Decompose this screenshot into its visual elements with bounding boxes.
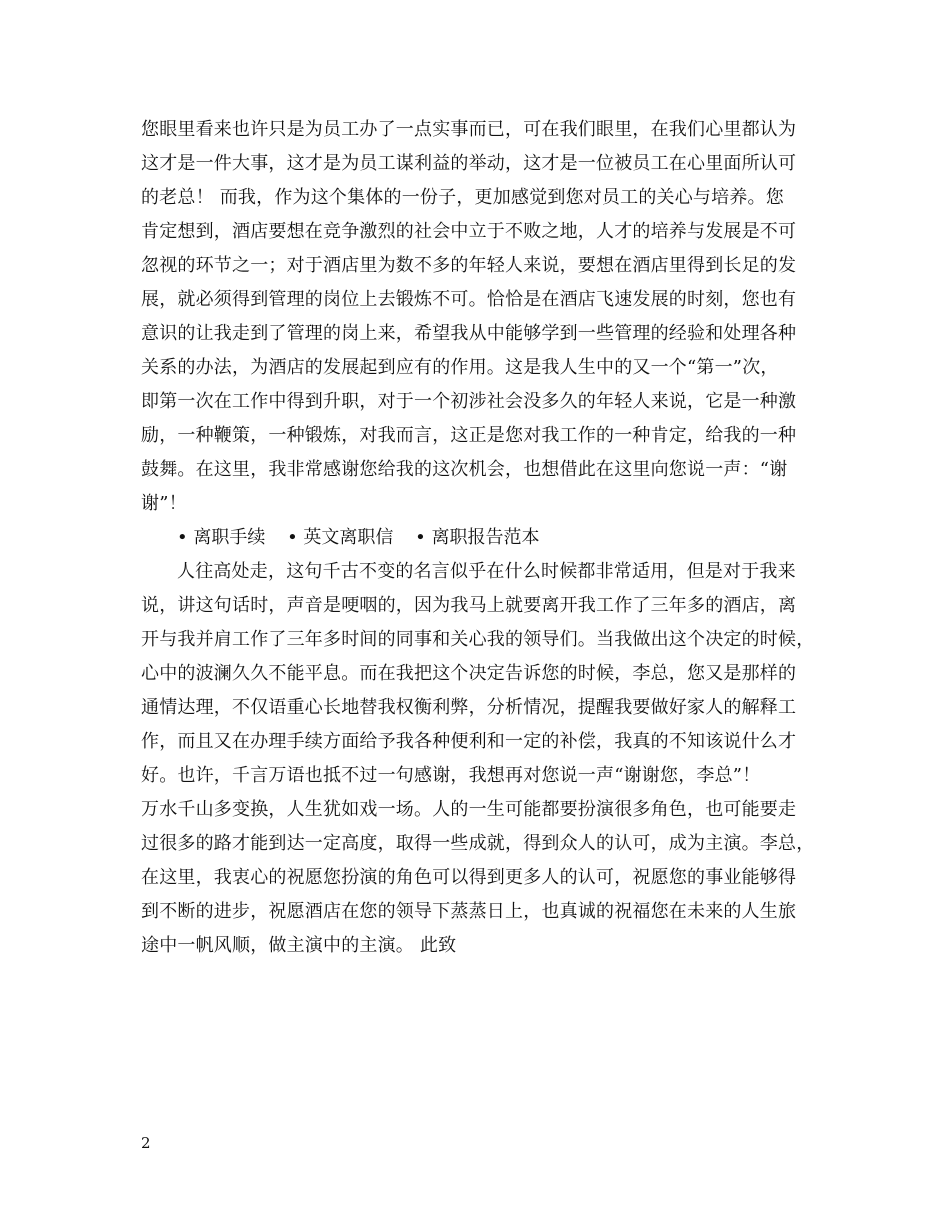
paragraph-line: 过很多的路才能到达一定高度，取得一些成就，得到众人的认可，成为主演。李总， (141, 833, 815, 854)
paragraph-line: 意识的让我走到了管理的岗上来，希望我从中能够学到一些管理的经验和处理各种 (141, 323, 797, 344)
paragraph-line: 好。也许，千言万语也抵不过一句感谢，我想再对您说一声“谢谢您，李总”！ (141, 765, 761, 786)
paragraph-line: 励，一种鞭策，一种锻炼，对我而言，这正是您对我工作的一种肯定，给我的一种 (141, 425, 797, 446)
paragraph-line: 万水千山多变换，人生犹如戏一场。人的一生可能都要扮演很多角色，也可能要走 (141, 799, 797, 820)
related-links (177, 521, 797, 555)
paragraph-line: 谢”！ (141, 493, 187, 514)
paragraph-line: 展，就必须得到管理的岗位上去锻炼不可。恰恰是在酒店飞速发展的时刻，您也有 (141, 289, 797, 310)
paragraph-line: 肯定想到，酒店要想在竞争激烈的社会中立于不败之地，人才的培养与发展是不可 (141, 221, 797, 242)
paragraph-line: 忽视的环节之一；对于酒店里为数不多的年轻人来说，要想在酒店里得到长足的发 (141, 255, 797, 276)
paragraph-line: 鼓舞。在这里，我非常感谢您给我的这次机会，也想借此在这里向您说一声：“谢 (141, 459, 788, 480)
paragraph-line: 到不断的进步，祝愿酒店在您的领导下蒸蒸日上，也真诚的祝福您在未来的人生旅 (141, 901, 797, 922)
paragraph-line: 人往高处走，这句千古不变的名言似乎在什么时候都非常适用，但是对于我来 (177, 561, 796, 582)
paragraph-line: 通情达理，不仅语重心长地替我权衡利弊，分析情况，提醒我要做好家人的解释工 (141, 697, 797, 718)
paragraph-line: 这才是一件大事，这才是为员工谋利益的举动，这才是一位被员工在心里面所认可 (141, 153, 797, 174)
paragraph-line: 说，讲这句话时，声音是哽咽的，因为我马上就要离开我工作了三年多的酒店，离 (141, 595, 797, 616)
link-resignation-report-template[interactable]: • 离职报告范本 (415, 527, 540, 548)
page-number: 2 (141, 1134, 151, 1152)
paragraph-line: 作，而且又在办理手续方面给予我各种便利和一定的补偿，我真的不知该说什么才 (141, 731, 797, 752)
paragraph-line: 在这里，我衷心的祝愿您扮演的角色可以得到更多人的认可，祝愿您的事业能够得 (141, 867, 797, 888)
paragraph-line: 心中的波澜久久不能平息。而在我把这个决定告诉您的时候，李总，您又是那样的 (141, 663, 797, 684)
paragraph-line: 即第一次在工作中得到升职，对于一个初涉社会没多久的年轻人来说，它是一种激 (141, 391, 797, 412)
link-english-resignation-letter[interactable]: • 英文离职信 (287, 527, 394, 548)
paragraph-line: 您眼里看来也许只是为员工办了一点实事而已，可在我们眼里，在我们心里都认为 (141, 119, 797, 140)
paragraph-line: 途中一帆风顺，做主演中的主演。 此致 (141, 935, 457, 956)
paragraph-line: 开与我并肩工作了三年多时间的同事和关心我的领导们。当我做出这个决定的时候， (141, 629, 815, 650)
paragraph-line: 的老总！ 而我，作为这个集体的一份子，更加感觉到您对员工的关心与培养。您 (141, 187, 784, 208)
paragraph-line: 关系的办法，为酒店的发展起到应有的作用。这是我人生中的又一个“第一”次， (141, 357, 779, 378)
link-resignation-procedure[interactable]: • 离职手续 (177, 527, 266, 548)
